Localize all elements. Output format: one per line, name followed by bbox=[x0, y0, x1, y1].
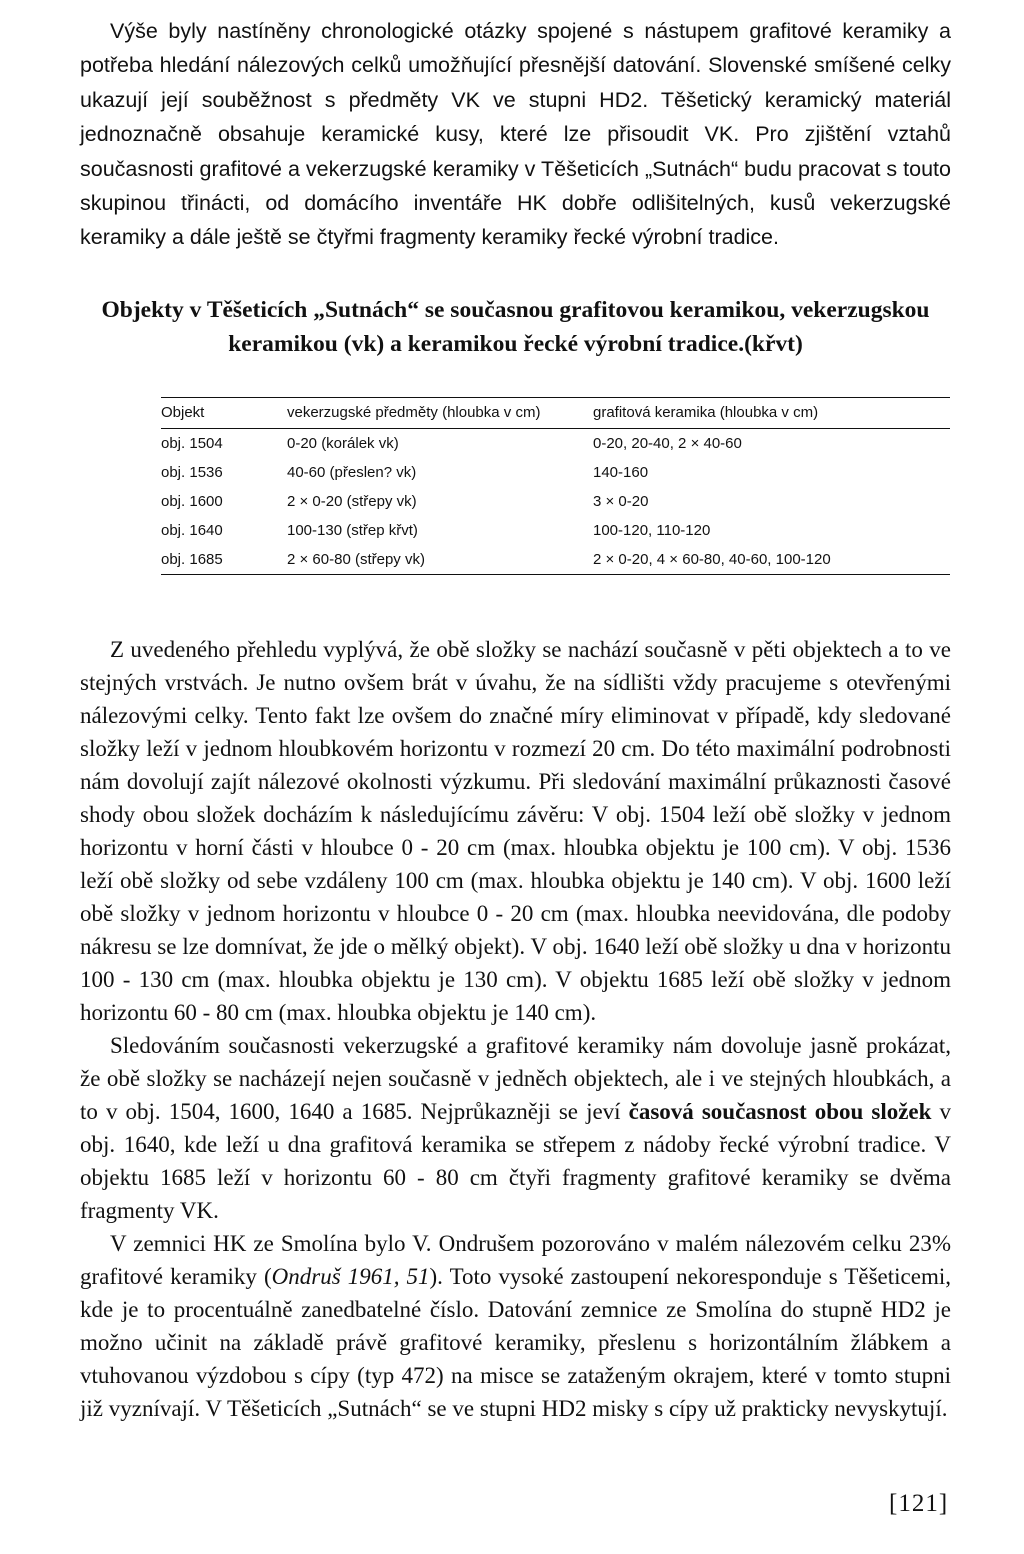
paragraph-text: V zemnici HK ze Smolína bylo V. Ondrušem pozorováno v malém nálezovém celku 23% grafitové keramiky ( bbox=[80, 1230, 951, 1289]
table-row bbox=[161, 428, 950, 458]
table-row bbox=[161, 545, 950, 575]
cell-object: obj. 1600 bbox=[161, 492, 223, 510]
table-heading: Objekty v Těšeticích „Sutnách“ se současnou grafitovou keramikou, vekerzugskou keramikou (vk) a keramikou řecké výrobní tradice.(křvt) bbox=[101, 296, 930, 357]
objects-table-wrapper bbox=[161, 397, 950, 575]
paragraph-text: ). Toto vysoké zastoupení nekoresponduje s Těšeticemi, kde je to procentuálně zanedbatelné číslo. Datování zemnice ze Smolína do stupně HD2 je možno učinit na základě právě grafitové keramiky, přeslenu s horizontálním žlábkem a vtuhovanou výzdobou s cípy (typ 472) na misce se zataženým okrajem, které v tomto stupni již vyznívají. V Těšeticích „Sutnách“ se ve stupni HD2 misky s cípy už prakticky nevyskytují. bbox=[80, 1263, 951, 1421]
intro-paragraph: Výše byly nastíněny chronologické otázky spojené s nástupem grafitové keramiky a potřeba hledání nálezových celků umožňující přesnější datování. Slovenské smíšené celky ukazují její souběžnost s předměty VK ve stupni HD2. Těšetický keramický materiál jednoznačně obsahuje keramické kusy, které lze přisoudit VK. Pro zjištění vztahů současnosti grafitové a vekerzugské keramiky v Těšeticích „Sutnách“ budu pracovat s touto skupinou třinácti, od domácího inventáře HK dobře odlišitelných, kusů vekerzugské keramiky a dále ještě se čtyřmi fragmenty keramiky řecké výrobní tradice. bbox=[80, 19, 951, 250]
header-grafitova: grafitová keramika (hloubka v cm) bbox=[593, 404, 819, 422]
cell-graphite: 140-160 bbox=[593, 463, 649, 481]
paragraph-smolin bbox=[80, 1227, 951, 1425]
table-row bbox=[161, 487, 950, 516]
table-row bbox=[161, 458, 950, 487]
cell-graphite: 0-20, 20-40, 2 × 40-60 bbox=[593, 434, 742, 452]
header-vekerzugske: vekerzugské předměty (hloubka v cm) bbox=[287, 404, 541, 422]
cell-vk: 2 × 0-20 (střepy vk) bbox=[287, 492, 417, 510]
cell-graphite: 3 × 0-20 bbox=[593, 492, 649, 510]
citation: Ondruš 1961, 51 bbox=[271, 1263, 430, 1289]
header-objekt: Objekt bbox=[161, 404, 205, 422]
table-row bbox=[161, 516, 950, 545]
cell-vk: 100-130 (střep křvt) bbox=[287, 521, 418, 539]
cell-graphite: 100-120, 110-120 bbox=[593, 521, 711, 539]
table-header-row bbox=[161, 397, 950, 428]
cell-graphite: 2 × 0-20, 4 × 60-80, 40-60, 100-120 bbox=[593, 550, 831, 568]
paragraph-text: Sledováním současnosti vekerzugské a grafitové keramiky nám dovoluje jasně prokázat, že obě složky se nacházejí nejen současně v jedněch objektech, ale i ve stejných hloubkách, a to v obj. 1504, 1600, 1640 a 1685. Nejprůkazněji se jeví bbox=[80, 1032, 951, 1124]
paragraph-overview: Z uvedeného přehledu vyplývá, že obě složky se nachází současně v pěti objektech a to ve stejných vrstvách. Je nutno ovšem brát v úvahu, že na sídlišti vždy pracujeme s otevřenými nálezovými celky. Tento fakt lze ovšem do značné míry eliminovat v případě, kdy sledované složky leží v jednom hloubkovém horizontu v rozmezí 20 cm. Do této maximální podrobnosti nám dovolují zajít nálezové okolnosti výzkumu. Při sledování maximální průkaznosti časové shody obou složek docházím k následujícímu závěru: V obj. 1504 leží obě složky v jednom horizontu v horní části v hloubce 0 - 20 cm (max. hloubka objektu je 100 cm). V obj. 1536 leží obě složky od sebe vzdáleny 100 cm (max. hloubka objektu je 140 cm). V obj. 1600 leží obě složky v jednom horizontu v hloubce 0 - 20 cm (max. hloubka neevidována, dle podoby nákresu se lze domnívat, že jde o mělký objekt). V obj. 1640 leží obě složky u dna v horizontu 100 - 130 cm (max. hloubka objektu je 130 cm). V objektu 1685 leží obě složky v jednom horizontu 60 - 80 cm (max. hloubka objektu je 140 cm). bbox=[80, 636, 951, 1025]
page-number: [121] bbox=[889, 1490, 949, 1517]
objects-table bbox=[161, 397, 950, 575]
cell-object: obj. 1640 bbox=[161, 521, 223, 539]
emphasis-text: časová současnost obou složek bbox=[628, 1098, 932, 1124]
cell-object: obj. 1536 bbox=[161, 463, 223, 481]
cell-vk: 2 × 60-80 (střepy vk) bbox=[287, 550, 425, 568]
cell-object: obj. 1504 bbox=[161, 434, 223, 452]
paragraph-contemporaneity bbox=[80, 1029, 951, 1227]
cell-vk: 0-20 (korálek vk) bbox=[287, 434, 399, 452]
cell-object: obj. 1685 bbox=[161, 550, 223, 568]
paragraph-text: v obj. 1640, kde leží u dna grafitová keramika se střepem z nádoby řecké výrobní tradice. V objektu 1685 leží v horizontu 60 - 80 cm čtyři fragmenty grafitové keramiky se dvěma fragmenty VK. bbox=[80, 1098, 951, 1223]
page-body bbox=[80, 14, 951, 1425]
cell-vk: 40-60 (přeslen? vk) bbox=[287, 463, 417, 481]
